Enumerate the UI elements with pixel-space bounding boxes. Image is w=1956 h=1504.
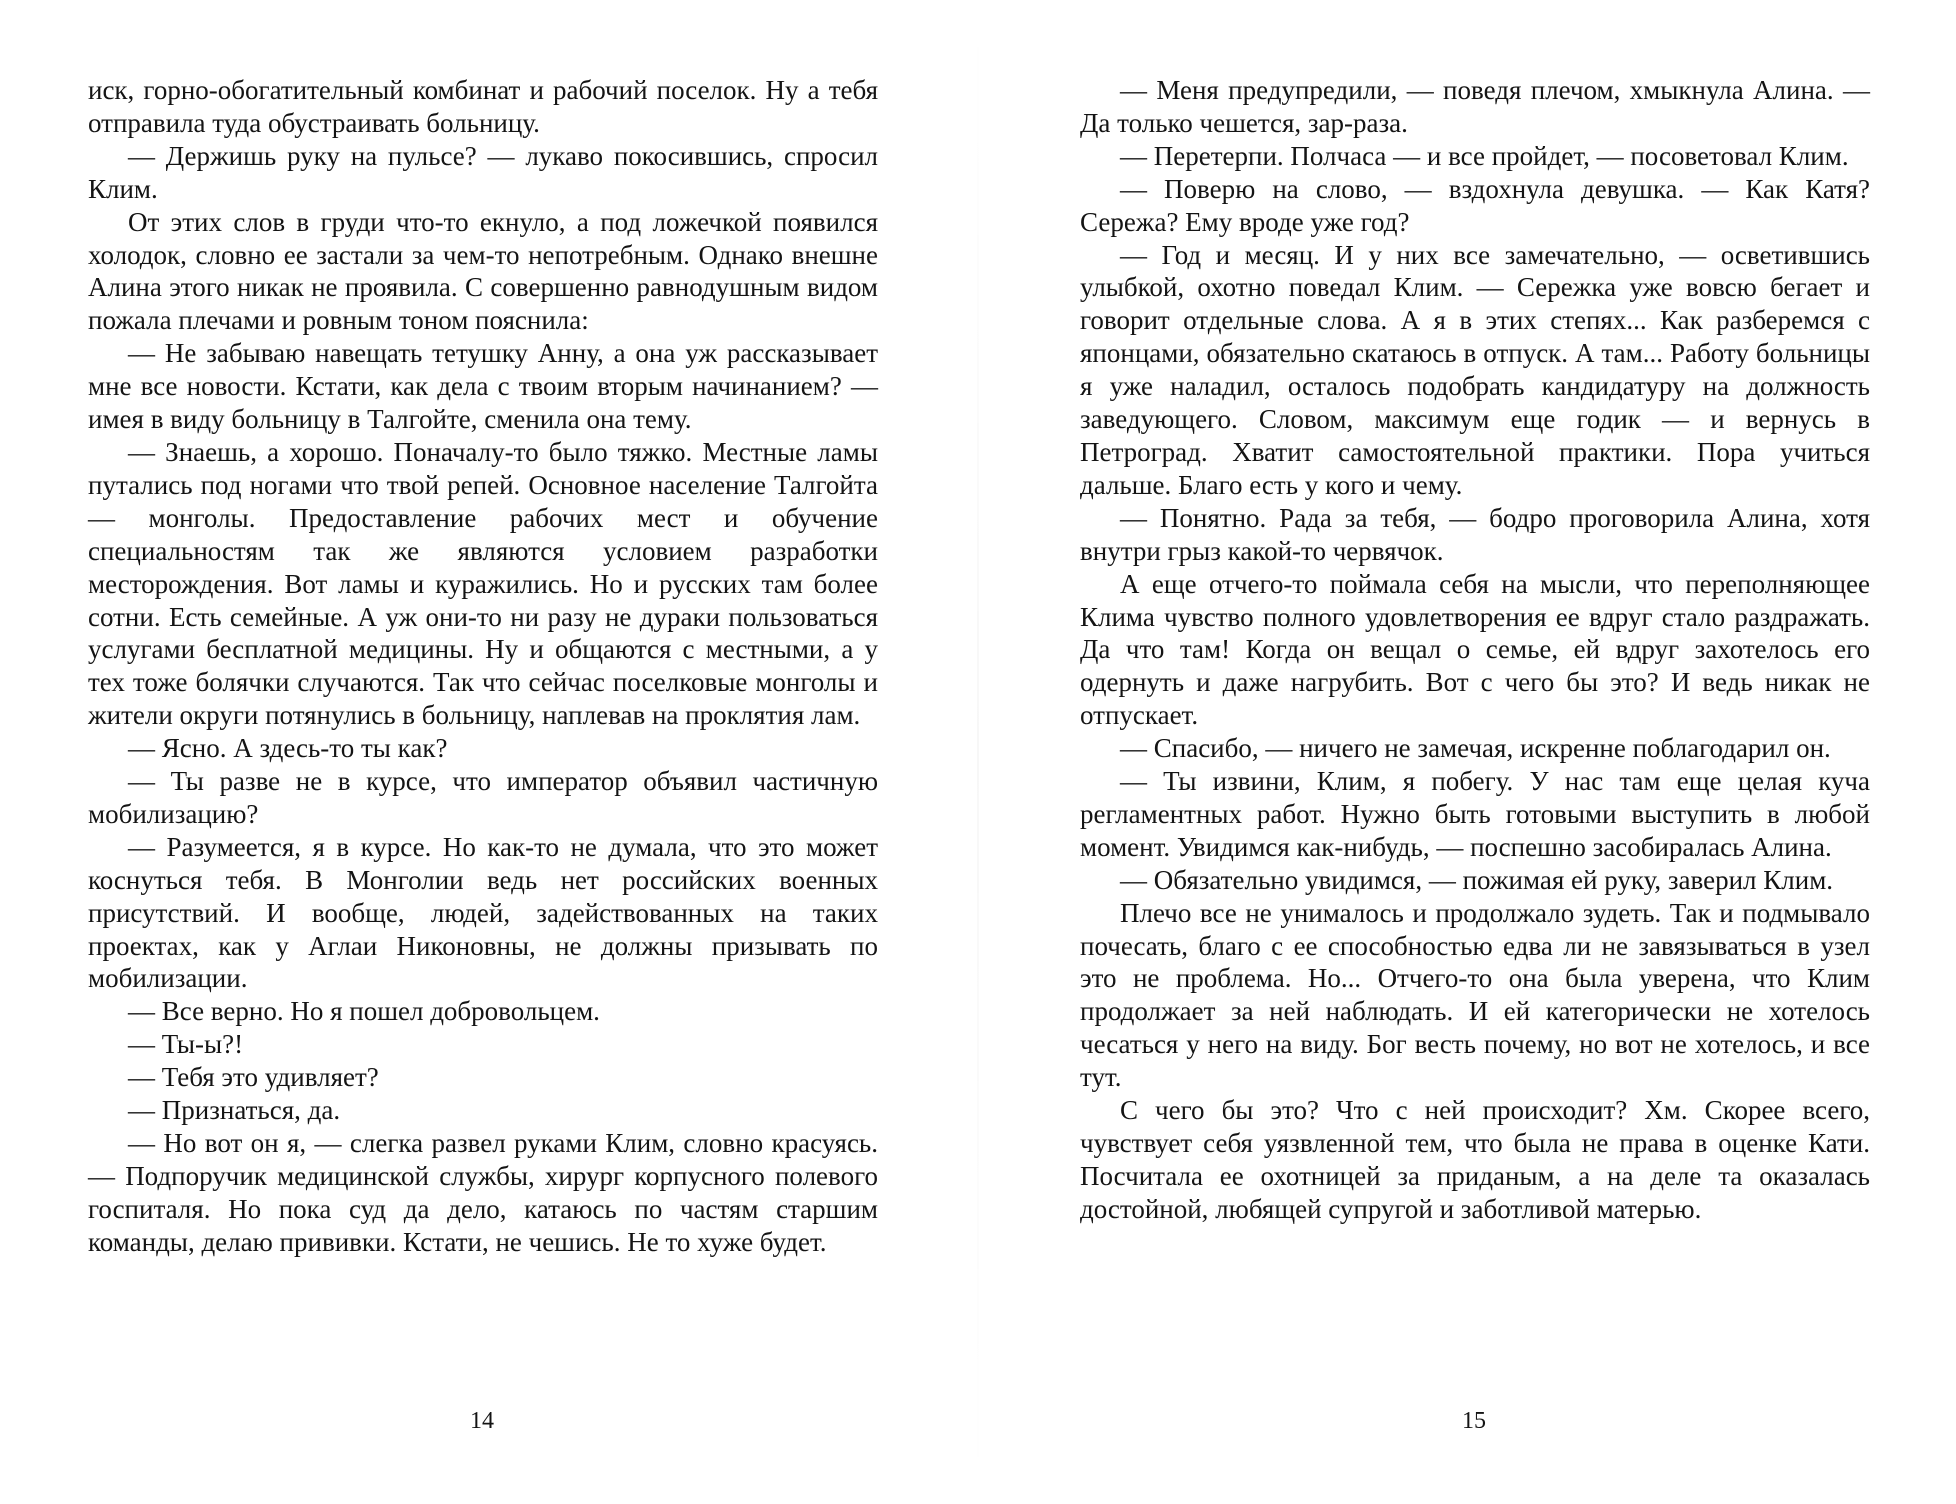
right-paragraph-7: — Спасибо, — ничего не замечая, искренне поблагодарил он.: [1120, 733, 1831, 764]
right-page-number: 15: [1462, 1408, 1486, 1434]
right-paragraph-3: — Поверю на слово, — вздохнула девушка. — Как Катя? Сережа? Ему вроде уже год?: [1080, 173, 1870, 237]
left-paragraph-4: — Не забываю навещать тетушку Анну, а она уж рассказывает мне все новости. Кстати, как дела с твоим вторым начинанием? — имея в виду больницу в Талгойте, сменила она тему.: [88, 338, 878, 435]
page-gutter: [977, 0, 979, 1504]
left-paragraph-10: — Ты-ы?!: [128, 1029, 244, 1060]
left-paragraph-12: — Признаться, да.: [128, 1095, 341, 1126]
right-page-text: [1080, 74, 1870, 1226]
left-paragraph-13: — Но вот он я, — слегка развел руками Клим, словно красуясь. — Подпоручик медицинской службы, хирург корпусного полевого госпиталя. Но пока суд да дело, катаюсь по частям старшим команды, делаю прививки. Кстати, не чешись. Не то хуже будет.: [88, 1128, 878, 1257]
left-paragraph-8: — Разумеется, я в курсе. Но как-то не думала, что это может коснуться тебя. В Монголии ведь нет российских военных присутствий. И вообще, людей, задействованных на таких проектах, как у Аглаи Никоновны, не должны призывать по мобилизации.: [88, 831, 878, 994]
right-paragraph-11: С чего бы это? Что с ней происходит? Хм. Скорее всего, чувствует себя уязвленной тем, что была не права в оценке Кати. Посчитала ее охотницей за приданым, а на деле та оказалась достойной, любящей супругой и заботливой матерью.: [1080, 1095, 1870, 1224]
left-paragraph-6: — Ясно. А здесь-то ты как?: [128, 733, 448, 764]
left-page-number: 14: [470, 1408, 494, 1434]
right-paragraph-4: — Год и месяц. И у них все замечательно, — осветившись улыбкой, охотно поведал Клим. — Сережка уже вовсю бегает и говорит отдельные слова. А я в этих степях... Как разберемся с японцами, обязательно скатаюсь в отпуск. А там... Работу больницы я уже наладил, осталось подобрать кандидатуру на должность заведующего. Словом, максимум еще годик — и вернусь в Петроград. Хватит самостоятельной практики. Пора учиться дальше. Благо есть у кого и чему.: [1080, 239, 1870, 500]
left-paragraph-1: иск, горно-обогатительный комбинат и рабочий поселок. Ну а тебя отправила туда обустраивать больницу.: [88, 75, 878, 138]
left-paragraph-9: — Все верно. Но я пошел добровольцем.: [128, 996, 600, 1027]
left-paragraph-5: — Знаешь, а хорошо. Поначалу-то было тяжко. Местные ламы путались под ногами что твой репей. Основное население Талгойта — монголы. Предоставление рабочих мест и обучение специальностям так же являются условием разработки месторождения. Вот ламы и куражились. Но и русских там более сотни. Есть семейные. А уж они-то ни разу не дураки пользоваться услугами бесплатной медицины. Ну и общаются с местными, а у тех тоже болячки случаются. Так что сейчас поселковые монголы и жители округи потянулись в больницу, наплевав на проклятия лам.: [88, 436, 878, 731]
right-paragraph-8: — Ты извини, Клим, я побегу. У нас там еще целая куча регламентных работ. Нужно быть готовыми выступить в любой момент. Увидимся как-нибудь, — поспешно засобиралась Алина.: [1080, 766, 1870, 862]
right-paragraph-6: А еще отчего-то поймала себя на мысли, что переполняющее Клима чувство полного удовлетворения ее вдруг стало раздражать. Да что там! Когда он вещал о семье, ей вдруг захотелось его одернуть и даже нагрубить. Вот с чего бы это? И ведь никак не отпускает.: [1080, 568, 1870, 731]
right-paragraph-10: Плечо все не унималось и продолжало зудеть. Так и подмывало почесать, благо с ее способностью едва ли не завязываться в узел это не проблема. Но... Отчего-то она была уверена, что Клим продолжает за ней наблюдать. И ей категорически не хотелось чесаться у него на виду. Бог весть почему, но вот не хотелось, и все тут.: [1080, 897, 1870, 1093]
right-paragraph-9: — Обязательно увидимся, — пожимая ей руку, заверил Клим.: [1120, 864, 1834, 895]
right-paragraph-1: — Меня предупредили, — поведя плечом, хмыкнула Алина. — Да только чешется, зар-раза.: [1080, 75, 1870, 138]
left-page-text: [88, 74, 878, 1259]
right-paragraph-2: — Перетерпи. Полчаса — и все пройдет, — посоветовал Клим.: [1120, 140, 1849, 171]
left-paragraph-11: — Тебя это удивляет?: [128, 1062, 379, 1093]
left-paragraph-7: — Ты разве не в курсе, что император объявил частичную мобилизацию?: [88, 766, 878, 829]
left-paragraph-2: — Держишь руку на пульсе? — лукаво покосившись, спросил Клим.: [88, 140, 878, 204]
left-paragraph-3: От этих слов в груди что-то екнуло, а под ложечкой появился холодок, словно ее застали за чем-то непотребным. Однако внешне Алина этого никак не проявила. С совершенно равнодушным видом пожала плечами и ровным тоном пояснила:: [88, 206, 878, 336]
right-paragraph-5: — Понятно. Рада за тебя, — бодро проговорила Алина, хотя внутри грыз какой-то червячок.: [1080, 502, 1870, 566]
